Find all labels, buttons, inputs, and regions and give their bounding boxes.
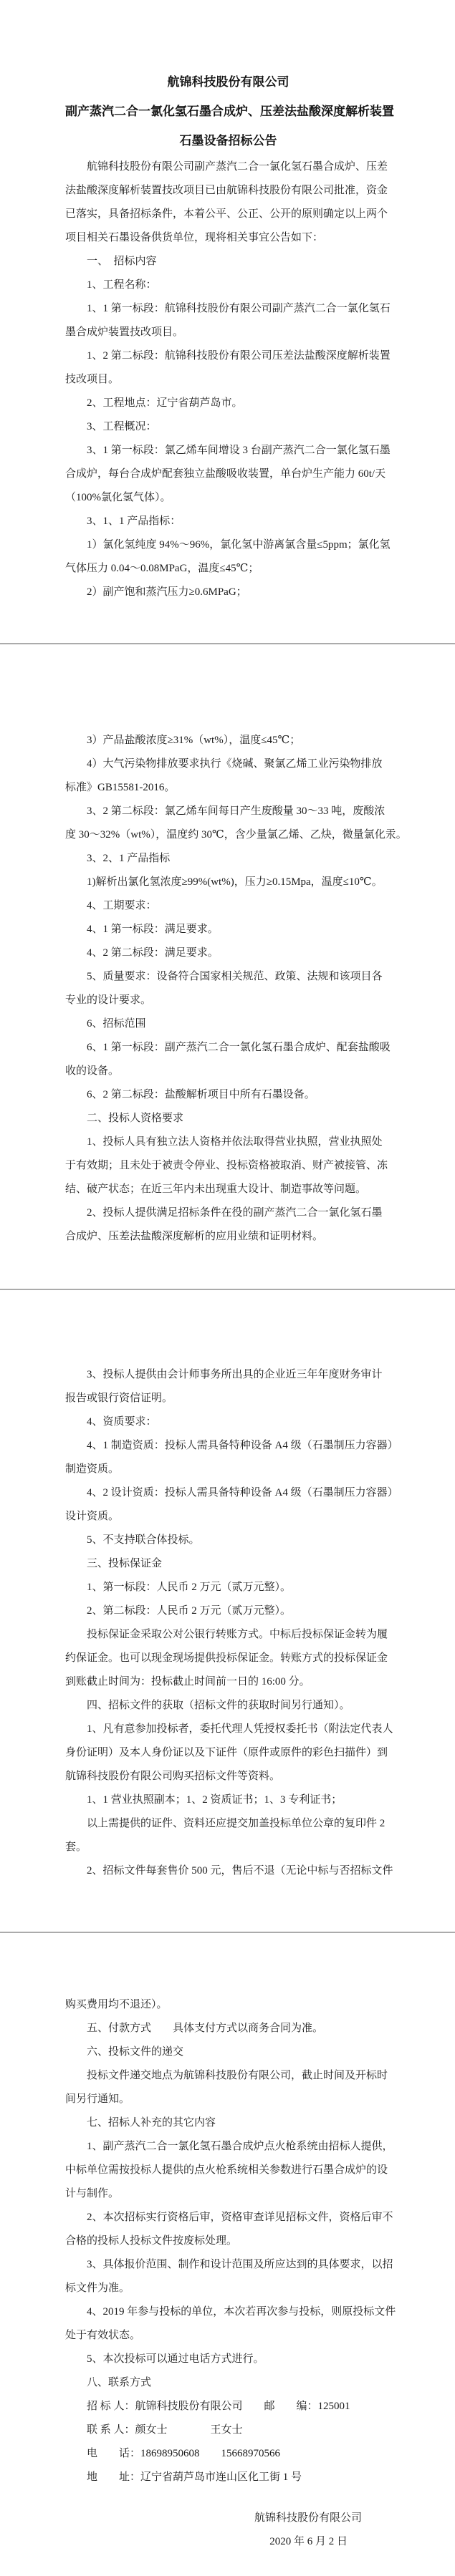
text-line: 处于有效状态。: [65, 2330, 141, 2341]
text-line: 6、招标范围: [87, 1018, 146, 1030]
text-line: 5、质量要求：设备符合国家相关规范、政策、法规和该项目各: [87, 971, 383, 982]
text-line: 已落实，具备招标条件，本着公平、公正、公开的原则确定以上两个: [65, 208, 388, 220]
text-line: 1、投标人具有独立法人资格并依法取得营业执照，营业执照处: [87, 1136, 383, 1148]
text-line: 4、工期要求：: [87, 900, 157, 911]
text-line: 标文件为准。: [65, 2282, 130, 2294]
text-line: 度 30～32%（wt%），温度约 30℃，含少量氯乙烯、乙炔，微量氯化汞。: [65, 829, 407, 841]
text-line: 1、1 第一标段：航锦科技股份有限公司副产蒸汽二合一氯化氢石: [87, 303, 391, 314]
text-line: 标准》GB15581-2016。: [65, 782, 176, 793]
contact-address-line: 地 址：辽宁省葫芦岛市连山区化工街 1 号: [87, 2471, 302, 2483]
text-line: 制造资质。: [65, 1463, 120, 1475]
text-line: 3、投标人提供由会计师事务所出具的企业近三年年度财务审计: [87, 1369, 383, 1380]
section-5-heading: 五、付款方式 具体支付方式以商务合同为准。: [87, 2023, 324, 2034]
text-line: 到账截止时间为：投标截止时间前一日的 16:00 分。: [65, 1676, 310, 1688]
text-line: 于有效期；且未处于被责令停业、投标资格被取消、财产被接管、冻: [65, 1160, 388, 1171]
text-line: 间另行通知。: [65, 2093, 130, 2105]
text-line: 5、不支持联合体投标。: [87, 1534, 200, 1546]
page-3: [0, 1289, 455, 1932]
section-7-heading: 七、招标人补充的其它内容: [87, 2117, 216, 2129]
text-line: 身份证明）及本人身份证以及下证件（原件或原件的彩色扫描件）到: [65, 1747, 388, 1758]
text-line: 4、2019 年参与投标的单位，本次若再次参与投标，则原投标文件: [87, 2306, 396, 2318]
contact-tenderee-line: 招 标 人：航锦科技股份有限公司 邮 编：125001: [87, 2401, 350, 2412]
text-line: 1、第一标段：人民币 2 万元（贰万元整）。: [87, 1582, 292, 1593]
text-line: 2、投标人提供满足招标条件在役的副产蒸汽二合一氯化氢石墨: [87, 1207, 383, 1219]
text-line: 设计资质。: [65, 1511, 120, 1522]
text-line: 收的设备。: [65, 1065, 120, 1077]
section-3-heading: 三、投标保证金: [87, 1558, 163, 1569]
text-line: 2、工程地点：辽宁省葫芦岛市。: [87, 397, 243, 409]
text-line: 计与制作。: [65, 2188, 120, 2199]
text-line: 4、2 第二标段：满足要求。: [87, 947, 219, 959]
text-line: 墨合成炉装置技改项目。: [65, 326, 184, 338]
page-1: [0, 0, 455, 643]
text-line: 购买费用均不退还）。: [65, 1999, 168, 2010]
text-line: 6、2 第二标段：盐酸解析项目中所有石墨设备。: [87, 1089, 315, 1100]
text-line: 套。: [65, 1841, 87, 1853]
text-line: 中标单位需按投标人提供的点火枪系统相关参数进行石墨合成炉的设: [65, 2164, 388, 2176]
text-line: 4、资质要求：: [87, 1416, 157, 1428]
text-line: 结、破产状态；在近三年内未出现重大设计、制造事故等问题。: [65, 1183, 367, 1195]
text-line: 3、工程概况：: [87, 421, 157, 432]
text-line: 3、2、1 产品指标: [87, 853, 171, 864]
doc-title-line-2: 副产蒸汽二合一氯化氢石墨合成炉、压差法盐酸深度解析装置: [65, 105, 394, 118]
text-line: 1、1 营业执照副本；1、2 资质证书；1、3 专利证书；: [87, 1794, 343, 1806]
text-line: 3、1 第一标段：氯乙烯车间增设 3 台副产蒸汽二合一氯化氢石墨: [87, 445, 391, 456]
section-1-heading: 一、 招标内容: [87, 256, 157, 267]
text-line: 1、凡有意参加投标者，委托代理人凭授权委托书（附法定代表人: [87, 1723, 393, 1735]
section-2-heading: 二、投标人资格要求: [87, 1113, 184, 1124]
doc-title-line-3: 石墨设备招标公告: [179, 134, 277, 147]
text-line: 3）产品盐酸浓度≥31%（wt%），温度≤45℃；: [87, 735, 301, 746]
text-line: 航锦科技股份有限公司购买招标文件等资料。: [65, 1771, 281, 1782]
text-line: [65, 2489, 391, 2507]
signature-date: 2020 年 6 月 2 日: [269, 2536, 348, 2547]
signature-company: 航锦科技股份有限公司: [254, 2512, 362, 2524]
text-line: 3、具体报价范围、制作和设计范围及所应达到的具体要求，以招: [87, 2259, 393, 2270]
text-line: 项目相关石墨设备供货单位，现将相关事宜公告如下：: [65, 232, 324, 243]
text-line: 1、工程名称：: [87, 279, 157, 291]
text-line: 以上需提供的证件、资料还应提交加盖投标单位公章的复印件 2: [87, 1818, 385, 1829]
text-line: 2、招标文件每套售价 500 元，售后不退（无论中标与否招标文件: [87, 1865, 393, 1877]
contact-person-line: 联 系 人：颜女士 王女士: [87, 2424, 243, 2436]
text-line: 4、2 设计资质：投标人需具备特种设备 A4 级（石墨制压力容器）: [87, 1487, 398, 1498]
text-line: 报告或银行资信证明。: [65, 1393, 173, 1404]
text-line: 合格的投标人投标文件按废标处理。: [65, 2235, 238, 2247]
text-line: 1）氯化氢纯度 94%～96%，氯化氢中游离氯含量≤5ppm；氯化氢: [87, 539, 391, 551]
contact-phone-line: 电 话：18698950608 15668970566: [87, 2448, 281, 2459]
text-line: 投标保证金采取公对公银行转账方式。中标后投标保证金转为履: [87, 1629, 388, 1640]
text-line: 2）副产饱和蒸汽压力≥0.6MPaG；: [87, 586, 247, 598]
section-8-heading: 八、联系方式: [87, 2377, 152, 2388]
text-line: 1、2 第二标段：航锦科技股份有限公司压差法盐酸深度解析装置: [87, 350, 391, 362]
text-line: 3、2 第二标段：氯乙烯车间每日产生废酸量 30～33 吨，废酸浓: [87, 805, 385, 817]
text-line: 6、1 第一标段：副产蒸汽二合一氯化氢石墨合成炉、配套盐酸吸: [87, 1042, 391, 1053]
text-line: 4、1 第一标段：满足要求。: [87, 924, 219, 935]
text-line: 法盐酸深度解析装置技改项目已由航锦科技股份有限公司批准，资金: [65, 185, 388, 196]
text-line: 投标文件递交地点为航锦科技股份有限公司，截止时间及开标时: [87, 2070, 388, 2081]
section-4-heading: 四、招标文件的获取（招标文件的获取时间另行通知）。: [87, 1700, 350, 1711]
text-line: 1)解析出氯化氢浓度≥99%(wt%)，压力≥0.15Mpa，温度≤10℃。: [87, 876, 383, 888]
text-line: 4）大气污染物排放要求执行《烧碱、聚氯乙烯工业污染物排放: [87, 758, 383, 770]
text-line: 2、本次招标实行资格后审，资格审查详见招标文件，资格后审不: [87, 2212, 393, 2223]
text-line: 4、1 制造资质：投标人需具备特种设备 A4 级（石墨制压力容器）: [87, 1440, 398, 1451]
doc-title-line-1: 航锦科技股份有限公司: [167, 75, 289, 89]
page-2: [0, 643, 455, 1289]
text-line: 1、副产蒸汽二合一氯化氢石墨合成炉点火枪系统由招标人提供，: [87, 2141, 393, 2152]
text-line: 技改项目。: [65, 374, 120, 385]
text-line: 5、本次投标可以通过电话方式进行。: [87, 2353, 264, 2365]
text-line: 气体压力 0.04～0.08MPaG，温度≤45℃；: [65, 563, 259, 574]
text-line: 合成炉、压差法盐酸深度解析的应用业绩和证明材料。: [65, 1231, 324, 1242]
page-4: [0, 1932, 455, 2576]
section-6-heading: 六、投标文件的递交: [87, 2046, 184, 2058]
text-line: 2、第二标段：人民币 2 万元（贰万元整）。: [87, 1605, 292, 1617]
text-line: 专业的设计要求。: [65, 994, 152, 1006]
text-line: 约保证金。也可以现金现场提供投标保证金。转账方式的投标保证金: [65, 1652, 388, 1664]
text-line: （100%氯化氢气体）。: [65, 492, 171, 503]
text-line: 合成炉，每台合成炉配套独立盐酸吸收装置，单台炉生产能力 60t/天: [65, 468, 386, 480]
text-line: 航锦科技股份有限公司副产蒸汽二合一氯化氢石墨合成炉、压差: [87, 161, 388, 173]
text-line: 3、1、1 产品指标：: [87, 515, 181, 527]
